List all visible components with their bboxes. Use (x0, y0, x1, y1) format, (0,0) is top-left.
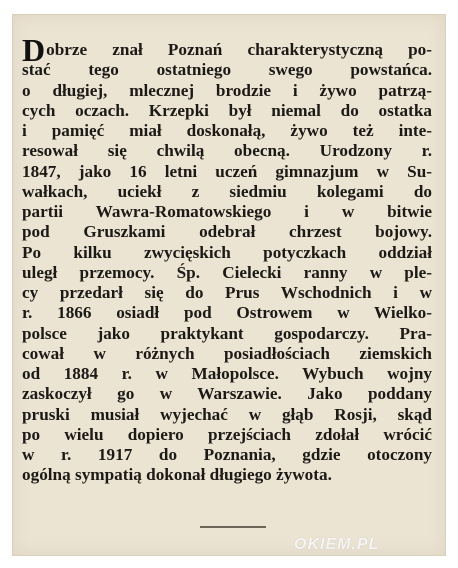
separator-rule (200, 526, 266, 528)
article-line: Po kilku zwycięskich potyczkach oddział (22, 242, 432, 262)
article-line: od 1884 r. w Małopolsce. Wybuch wojny (22, 364, 432, 383)
article-line: o długiej, mlecznej brodzie i żywo patrzą- (22, 80, 432, 100)
article-text (22, 32, 432, 486)
article-line: i pamięć miał doskonałą, żywo też inte- (22, 121, 432, 140)
watermark: OKIEM.PL (294, 536, 380, 553)
article-line: cych oczach. Krzepki był niemal do ostatka (22, 100, 432, 120)
article-line: pruski musiał wyjechać w głąb Rosji, skąd (22, 404, 432, 424)
article-line: w r. 1917 do Poznania, gdzie otoczony (22, 445, 432, 464)
article-line: r. 1866 osiadł pod Ostrowem w Wielko- (22, 303, 432, 323)
article-line: zaskoczył go w Warszawie. Jako poddany (22, 384, 432, 404)
article-line: cował w różnych posiadłościach ziemskich (22, 343, 432, 363)
article-line: cy przedarł się do Prus Wschodnich i w (22, 283, 432, 302)
article-line: polsce jako praktykant gospodarczy. Pra- (22, 323, 432, 343)
article-line: stać tego ostatniego swego powstańca. (22, 60, 432, 80)
article-line: po wielu dopiero przejściach zdołał wrócić (22, 424, 432, 444)
article-line: ogólną sympatią dokonał długiego żywota. (22, 465, 332, 485)
article-line: pod Gruszkami odebrał chrzest bojowy. (22, 222, 432, 242)
article-line: wałkach, uciekł z siedmiu kolegami do (22, 181, 432, 201)
article-line: uległ przemocy. Śp. Cielecki ranny w ple- (22, 262, 432, 282)
drop-cap: D (22, 32, 46, 68)
article-line: 1847, jako 16 letni uczeń gimnazjum w Su- (22, 161, 432, 181)
article-line: Dobrze znał Poznań charakterystyczną po- (22, 32, 432, 68)
article-line: partii Wawra-Romatowskiego i w bitwie (22, 202, 432, 221)
article-line: resował się chwilą obecną. Urodzony r. (22, 141, 432, 161)
